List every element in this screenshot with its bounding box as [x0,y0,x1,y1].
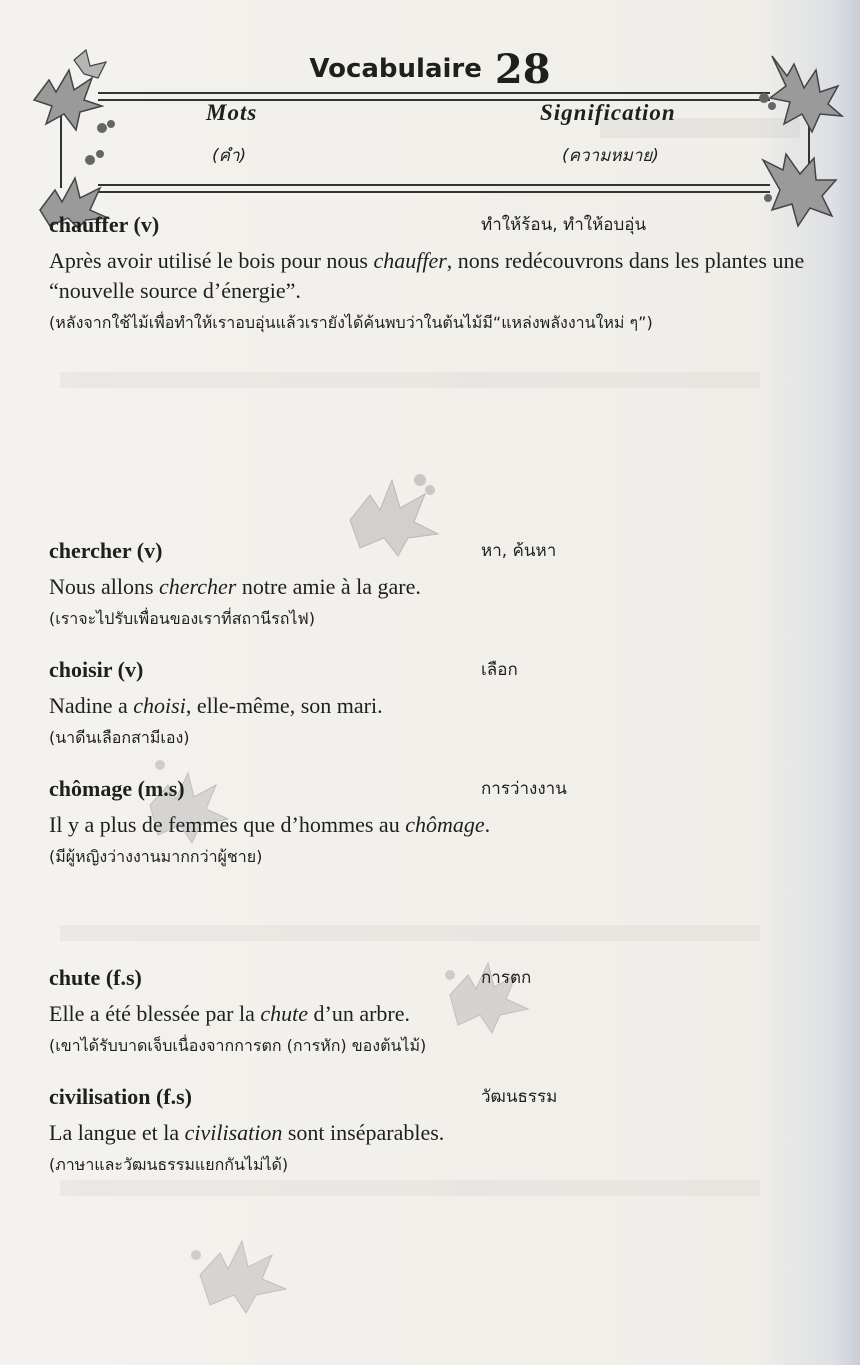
column-heading-words: Mots [206,100,258,125]
vocab-term: chercher (v) [49,538,163,563]
vocab-entry [49,774,829,871]
page-number: 28 [494,46,551,93]
vocab-meaning: การว่างงาน [481,779,567,799]
vocab-term: choisir (v) [49,657,144,682]
vocab-translation: (ภาษาและวัฒนธรรมแยกกันไม่ได้) [49,1155,289,1174]
vocab-example: La langue et la civilisation sont inséparables. [49,1120,445,1145]
vocab-translation: (นาดีนเลือกสามีเอง) [49,728,190,747]
vocab-example: Nadine a choisi, elle-même, son mari. [49,693,383,718]
vocab-example: Elle a été blessée par la chute d’un arbre. [49,1001,411,1026]
column-heading-meaning: Signification [540,100,676,125]
vocab-meaning: วัฒนธรรม [481,1087,558,1107]
vocab-entry [49,210,829,337]
header-title: Vocabulaire [309,54,482,84]
vocab-meaning: หา, ค้นหา [481,541,557,561]
column-heading-meaning-thai: (ความหมาย) [562,146,659,166]
faint-holly-icon [180,1215,300,1315]
page-header [0,40,860,93]
vocab-meaning: การตก [481,968,532,988]
vocab-translation: (หลังจากใช้ไม้เพื่อทำให้เราอบอุ่นแล้วเรายังได้ค้นพบว่าในต้นไม้มี“แหล่งพลังงานใหม่ ๆ”) [49,313,653,332]
vocab-entry [49,655,829,752]
vocab-entry [49,963,829,1060]
vocab-entry [49,536,829,633]
vocab-meaning: เลือก [481,660,518,680]
vocab-translation: (มีผู้หญิงว่างงานมากกว่าผู้ชาย) [49,847,263,866]
vocab-term: chauffer (v) [49,212,160,237]
vocab-example: Nous allons chercher notre amie à la gare. [49,574,421,599]
vocab-translation: (เขาได้รับบาดเจ็บเนื่องจากการตก (การหัก) ของต้นไม้) [49,1036,427,1055]
vocab-example: Après avoir utilisé le bois pour nous chauffer, nons redécouvrons dans les plantes une “nouvelle source d’énergie”. [49,248,805,303]
bleed-through-mark [60,1180,760,1196]
column-heading-words-thai: (คำ) [212,146,247,166]
vocab-term: chute (f.s) [49,965,142,990]
vocab-term: civilisation (f.s) [49,1084,192,1109]
bleed-through-mark [60,925,760,941]
vocab-translation: (เราจะไปรับเพื่อนของเราที่สถานีรถไฟ) [49,609,315,628]
header-band-bottom [98,184,770,193]
holly-ornament-icon [14,40,124,140]
vocab-meaning: ทำให้ร้อน, ทำให้อบอุ่น [481,215,647,235]
vocab-example: Il y a plus de femmes que d’hommes au chômage. [49,812,491,837]
vocab-term: chômage (m.s) [49,776,185,801]
holly-ornament-icon [742,36,852,136]
bleed-through-mark [60,372,760,388]
vocab-entry [49,1082,829,1179]
